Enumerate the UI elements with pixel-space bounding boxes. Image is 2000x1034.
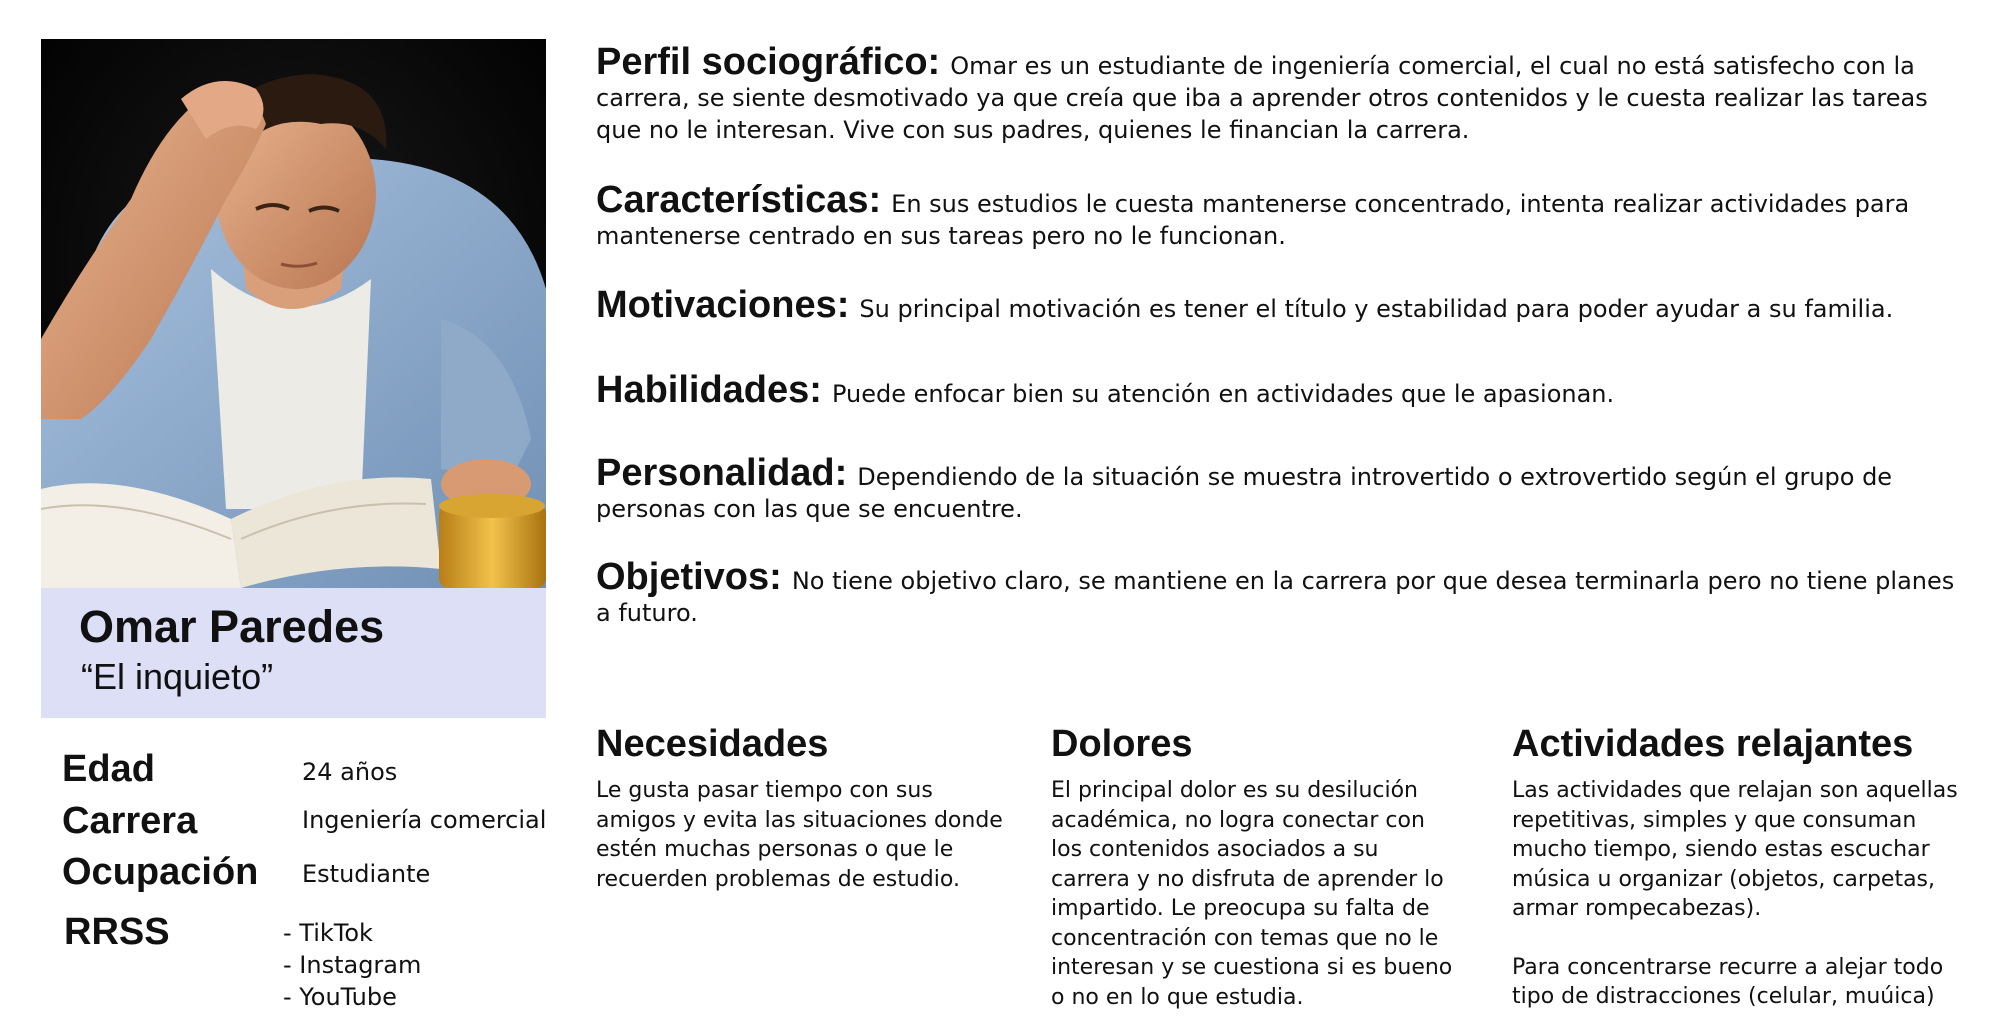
column-dolores-title: Dolores	[1051, 723, 1193, 765]
ocupacion-value: Estudiante	[302, 860, 431, 888]
column-actividades-text-1: Las actividades que relajan son aquellas repetitivas, simples y que consuman mucho tiempo, siendo estas escuchar música u organizar (objetos, carpetas, armar rompecabezas).	[1512, 778, 1958, 921]
edad-label: Edad	[62, 748, 155, 790]
section-perfil	[596, 41, 1966, 146]
rrss-item-tiktok: - TikTok	[283, 919, 373, 947]
ocupacion-label: Ocupación	[62, 851, 259, 893]
section-habilidades-title: Habilidades:	[596, 369, 822, 411]
section-objetivos-title: Objetivos:	[596, 556, 782, 598]
section-objetivos	[596, 556, 1966, 629]
section-caracteristicas	[596, 179, 1966, 252]
rrss-list	[283, 917, 421, 1013]
column-dolores	[1051, 722, 1461, 1012]
section-perfil-text: Omar es un estudiante de ingeniería comercial, el cual no está satisfecho con la carrera, se siente desmotivado ya que creía que iba a aprender otros contenidos y le cuesta realizar las tareas que no le interesan. Vive con sus padres, quienes le financian la carrera.	[596, 52, 1928, 144]
rrss-item-youtube: - YouTube	[283, 983, 397, 1011]
column-dolores-text: El principal dolor es su desilución académica, no logra conectar con los contenidos asociados a su carrera y no disfruta de aprender lo impartido. Le preocupa su falta de concentración con temas que no le interesan y se cuestiona si es bueno o no en lo que estudia.	[1051, 778, 1453, 1010]
section-habilidades-text: Puede enfocar bien su atención en actividades que le apasionan.	[831, 380, 1615, 408]
persona-nickname: “El inquieto”	[81, 656, 274, 697]
section-personalidad-title: Personalidad:	[596, 452, 848, 494]
edad-value: 24 años	[302, 758, 398, 786]
section-perfil-title: Perfil sociográfico:	[596, 41, 941, 83]
rrss-label: RRSS	[64, 911, 170, 953]
section-motivaciones-text: Su principal motivación es tener el título y estabilidad para poder ayudar a su familia.	[859, 295, 1894, 323]
column-necesidades-text: Le gusta pasar tiempo con sus amigos y evita las situaciones donde estén muchas personas o que le recuerden problemas de estudio.	[596, 778, 1003, 892]
section-objetivos-text: No tiene objetivo claro, se mantiene en la carrera por que desea terminarla pero no tiene planes a futuro.	[596, 567, 1955, 627]
persona-name: Omar Paredes	[79, 601, 385, 652]
section-caracteristicas-title: Características:	[596, 179, 882, 221]
section-personalidad-text: Dependiendo de la situación se muestra introvertido o extrovertido según el grupo de personas con las que se encuentre.	[596, 463, 1893, 523]
carrera-label: Carrera	[62, 800, 198, 842]
rrss-item-instagram: - Instagram	[283, 951, 422, 979]
section-motivaciones-title: Motivaciones:	[596, 284, 850, 326]
column-necesidades-title: Necesidades	[596, 723, 829, 765]
section-habilidades	[596, 369, 1966, 411]
carrera-value: Ingeniería comercial	[302, 806, 547, 834]
column-actividades-text-2: Para concentrarse recurre a alejar todo tipo de distracciones (celular, muúica)	[1512, 954, 1944, 1009]
section-personalidad	[596, 452, 1966, 525]
column-necesidades	[596, 722, 1006, 894]
section-motivaciones	[596, 284, 1966, 326]
section-caracteristicas-text: En sus estudios le cuesta mantenerse concentrado, intenta realizar actividades para mantenerse centrado en sus tareas pero no le funcionan.	[596, 190, 1910, 250]
column-actividades	[1512, 722, 1982, 1012]
column-actividades-title: Actividades relajantes	[1512, 723, 1914, 765]
persona-photo	[41, 39, 546, 588]
